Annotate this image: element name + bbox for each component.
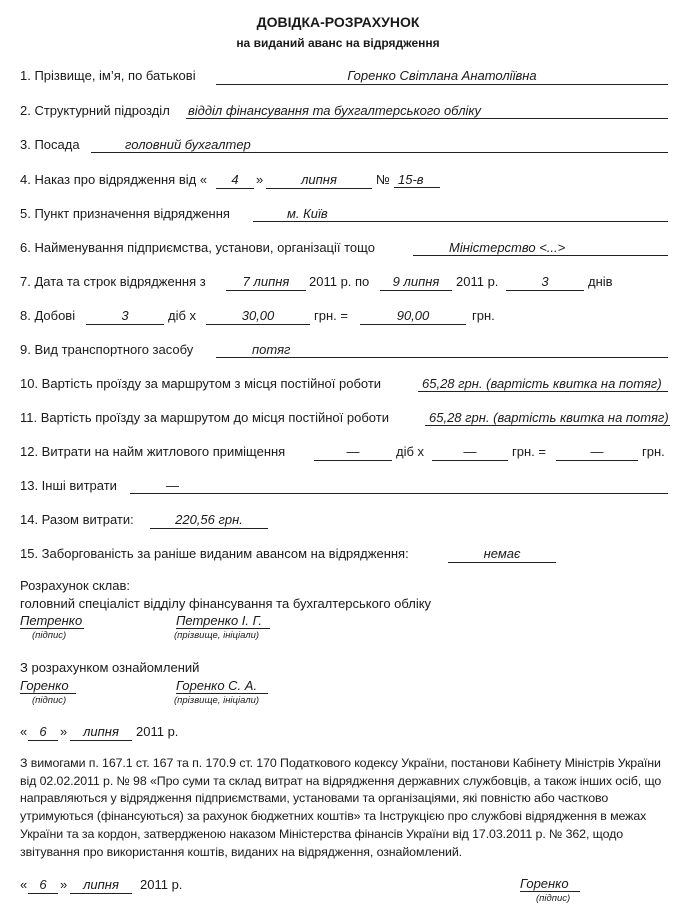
field-15-label: 15. Заборгованість за раніше виданим авансом на відрядження: (20, 546, 409, 561)
field-11-label: 11. Вартість проїзду за маршрутом до місця постійної роботи (20, 410, 389, 425)
ack-name: Горенко С. А. (176, 678, 268, 694)
field-8-days: 3 (86, 308, 164, 325)
date2-month: липня (70, 877, 132, 894)
field-7-year-to: 2011 р. (456, 274, 499, 289)
field-5-value: м. Київ (253, 206, 668, 222)
ack-signature: Горенко (20, 678, 76, 694)
field-14-label: 14. Разом витрати: (20, 512, 134, 527)
calc-signature: Петренко (20, 613, 83, 628)
ack-name-caption: (прізвище, ініціали) (174, 695, 260, 706)
field-15-value: немає (448, 546, 556, 563)
field-4-no: № (376, 172, 390, 187)
field-4-month: липня (266, 172, 372, 189)
field-10-value: 65,28 грн. (вартість квитка на потяг) (418, 376, 668, 392)
field-7-from: 7 липня (226, 274, 306, 291)
field-11-value: 65,28 грн. (вартість квитка на потяг) (425, 410, 670, 426)
field-1-label: 1. Прізвище, ім’я, по батькові (20, 68, 196, 83)
document-subtitle: на виданий аванс на відрядження (236, 36, 440, 50)
field-4-quote: » (256, 172, 264, 187)
field-10-label: 10. Вартість проїзду за маршрутом з місця постійної роботи (20, 376, 382, 391)
field-12-eq: грн. = (512, 444, 546, 459)
field-3-label: 3. Посада (20, 137, 80, 152)
calc-name-caption: (прізвище, ініціали) (174, 630, 260, 641)
field-8-label: 8. Добові (20, 308, 76, 323)
field-8-x: діб х (168, 308, 197, 323)
field-4-label: 4. Наказ про відрядження від « (20, 172, 208, 187)
field-7-unit: днів (588, 274, 613, 289)
final-signature: Горенко (520, 876, 580, 892)
field-7-label: 7. Дата та строк відрядження з (20, 274, 206, 289)
field-2-label: 2. Структурний підрозділ (20, 103, 170, 118)
date1-year: 2011 р. (136, 724, 179, 739)
calc-signature-caption: (підпис) (32, 630, 67, 641)
field-1-value: Горенко Світлана Анатоліївна (216, 68, 668, 85)
field-13-label: 13. Інші витрати (20, 478, 117, 493)
field-4-number: 15-в (394, 172, 440, 188)
ack-signature-caption: (підпис) (32, 695, 67, 706)
field-14-value: 220,56 грн. (150, 512, 268, 529)
field-9-value: потяг (216, 342, 668, 358)
field-12-rate: — (432, 444, 508, 461)
field-6-label: 6. Найменування підприємства, установи, організації тощо (20, 240, 375, 255)
calc-name: Петренко І. Г. (176, 613, 270, 629)
date2-day: 6 (28, 877, 58, 894)
field-2-value: відділ фінансування та бухгалтерського обліку (186, 103, 668, 119)
field-12-total: — (556, 444, 638, 461)
date2-year: 2011 р. (140, 877, 183, 892)
field-8-eq: грн. = (314, 308, 348, 323)
field-4-day: 4 (216, 172, 254, 189)
field-12-currency: грн. (642, 444, 665, 459)
field-7-to: 9 липня (380, 274, 452, 291)
field-7-year-from: 2011 р. по (309, 274, 370, 289)
final-signature-caption: (підпис) (536, 893, 571, 904)
field-3-value: головний бухгалтер (91, 137, 668, 153)
document-title: ДОВІДКА-РОЗРАХУНОК (256, 14, 420, 30)
ack-label: З розрахунком ознайомлений (20, 660, 200, 675)
calc-position: головний спеціаліст відділу фінансування та бухгалтерського обліку (20, 596, 432, 611)
calc-label: Розрахунок склав: (20, 578, 130, 593)
date1-month: липня (70, 724, 132, 741)
field-12-label: 12. Витрати на найм житлового приміщення (20, 444, 286, 459)
field-13-value: — (130, 478, 668, 494)
field-6-value: Міністерство <...> (413, 240, 668, 256)
field-9-label: 9. Вид транспортного засобу (20, 342, 194, 357)
field-8-total: 90,00 (360, 308, 466, 325)
date2-open-quote: « (20, 877, 28, 892)
field-8-currency: грн. (472, 308, 495, 323)
field-7-days: 3 (506, 274, 584, 291)
date1-close-quote: » (60, 724, 68, 739)
statement-paragraph: З вимогами п. 167.1 ст. 167 та п. 170.9 ст. 170 Податкового кодексу України, постанови Кабінету Міністрів України від 02.02.2011 р. № 98 «Про суми та склад витрат на відрядження державних службовців, а також інших осіб, що направляються у відрядження підприємствами, установами та організаціями, які повністю або частково утримуються (фінансуються) за рахунок бюджетних коштів» та Інструкцією про службові відрядження в межах України та за кордон, затвердженою наказом Міністерства фінансів України від 17.03.2011 р. № 362, щодо звітування про використання коштів, виданих на відрядження, ознайомлений. (20, 756, 662, 859)
date1-open-quote: « (20, 724, 28, 739)
field-5-label: 5. Пункт призначення відрядження (20, 206, 230, 221)
field-8-rate: 30,00 (206, 308, 310, 325)
date2-close-quote: » (60, 877, 68, 892)
field-12-x: діб х (396, 444, 425, 459)
field-12-days: — (314, 444, 392, 461)
date1-day: 6 (28, 724, 58, 741)
